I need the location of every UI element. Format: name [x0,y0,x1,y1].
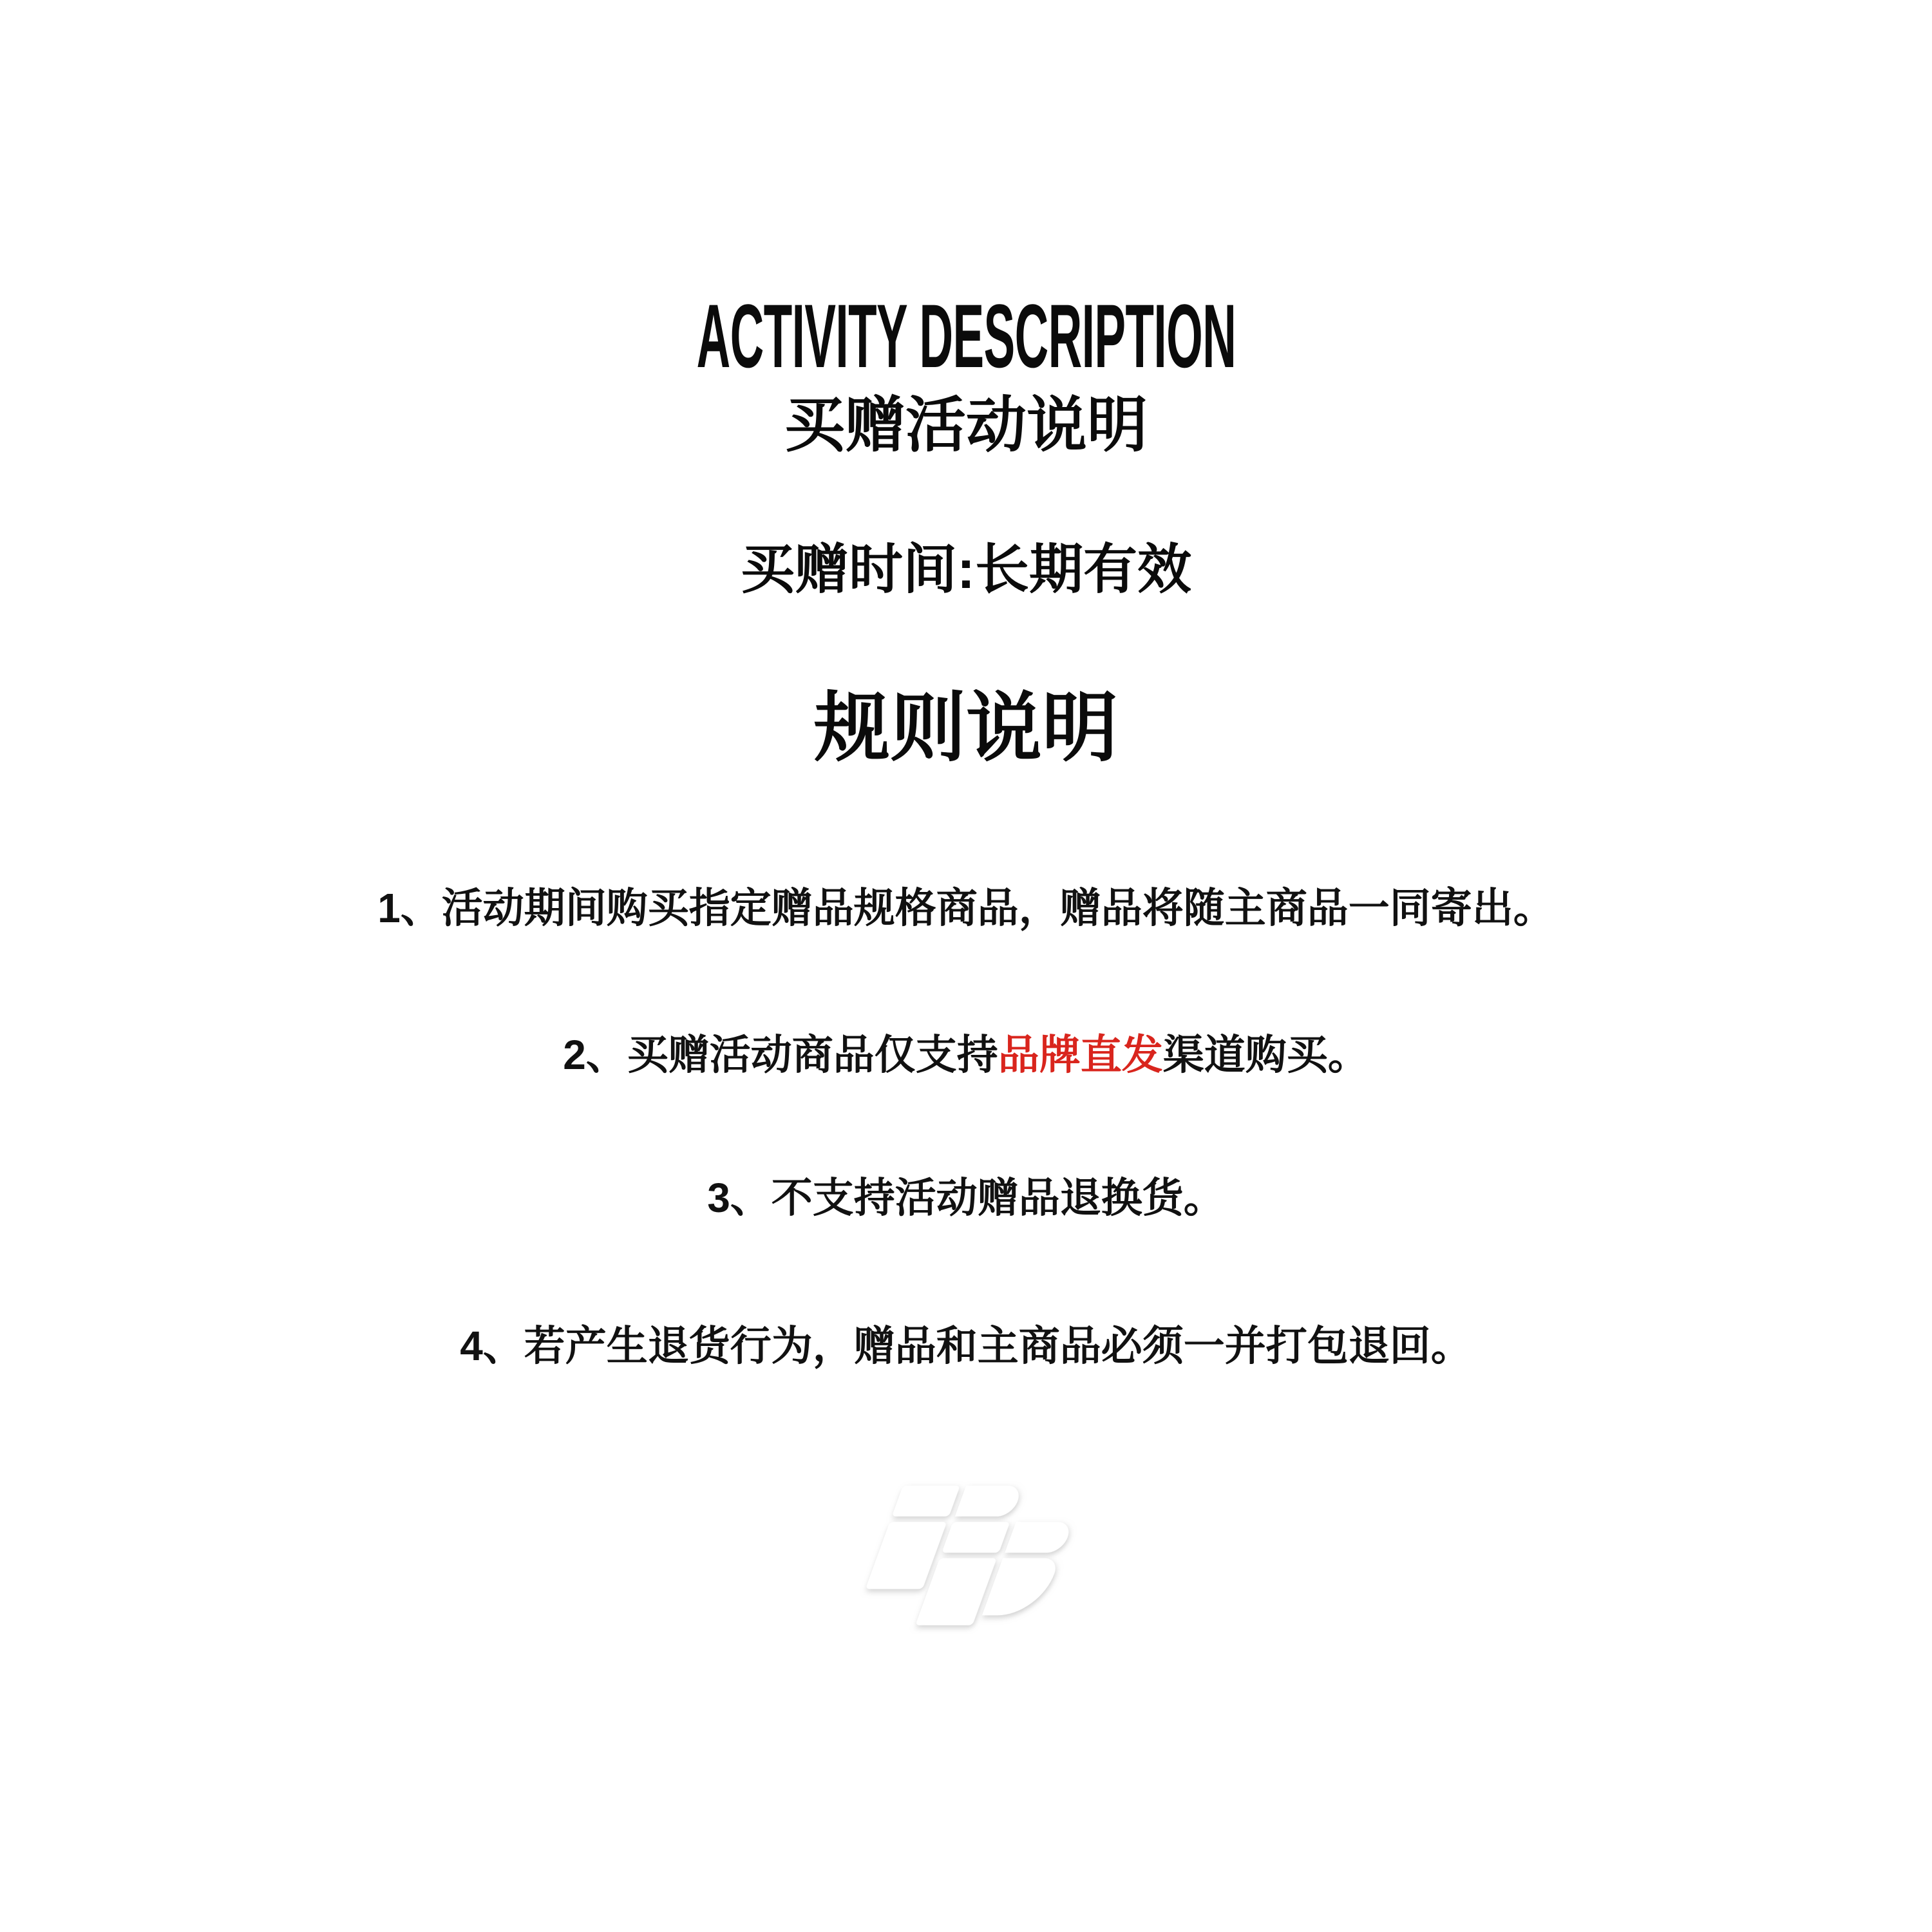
logo-tile [1005,1522,1073,1553]
logo-tile [942,1522,1010,1553]
logo-tile [892,1486,960,1517]
rule-3-text: 3、不支持活动赠品退换货。 [707,1175,1225,1221]
activity-title-en [0,285,1932,386]
rule-item-1 [0,885,1932,933]
rule-item-2 [0,1032,1932,1079]
rule-2-highlight: 品牌直发 [998,1032,1163,1078]
activity-title-en-text: ACTIVITY DESCRIPTION [696,285,1236,386]
rule-item-3 [0,1175,1932,1222]
rule-4-text: 4、若产生退货行为，赠品和主商品必须一并打包退回。 [460,1323,1472,1369]
rule-2-text-after: 渠道购买。 [1162,1032,1369,1078]
rule-2-text: 2、买赠活动商品仅支持 [563,1032,998,1078]
activity-period-text: 买赠时间:长期有效 [741,539,1191,600]
logo-tile [955,1486,1023,1517]
activity-title-cn: 买赠活动说明 [784,391,1148,459]
brand-pp-tiles-logo-icon [853,1480,1082,1634]
rules-heading: 规则说明 [813,686,1118,771]
rule-item-4 [0,1323,1932,1370]
rule-1-text: 1、活动期间购买指定赠品规格商品，赠品将随主商品一同寄出。 [377,885,1555,931]
